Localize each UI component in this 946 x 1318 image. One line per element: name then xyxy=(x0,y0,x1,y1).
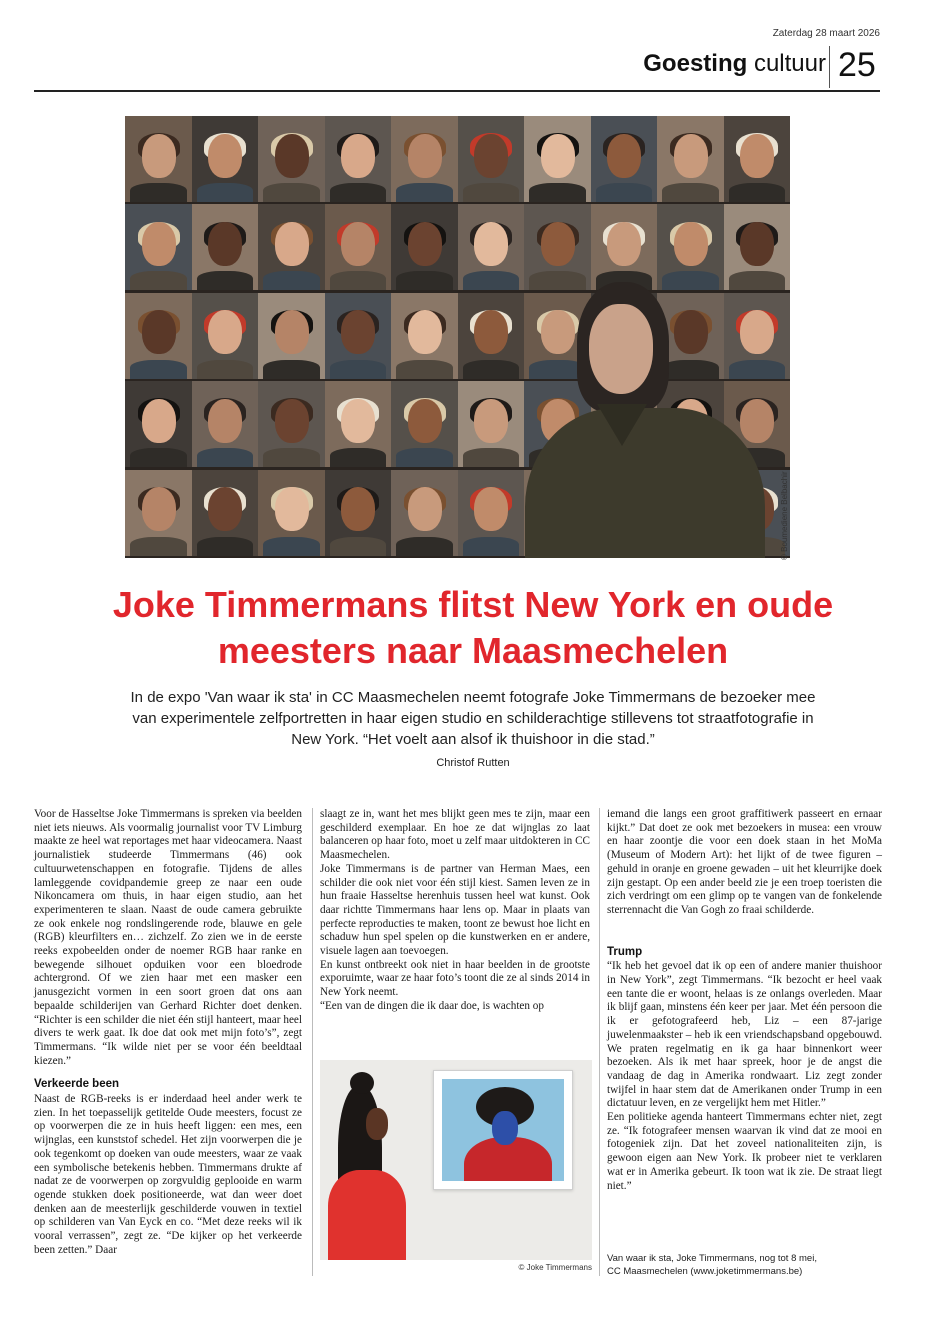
portrait-tile xyxy=(258,204,325,290)
subheading: Trump xyxy=(607,945,643,958)
page-number: 25 xyxy=(838,46,876,84)
section-name: cultuur xyxy=(753,50,826,77)
portrait-tile xyxy=(724,293,791,379)
paragraph: Voor de Hasseltse Joke Timmermans is spreken via beelden niet iets nieuws. Als voormalig journalist voor TV Limburg maakte ze heel wat reportages met haar videocamera. Naast journalistiek studeerde Timmermans (46) ook cultuurwetenschappen en fotografie. Tijdens de alles lamleggende covidpandemie greep ze naar een oude Nikoncamera om thuis, in haar eigen studio, aan het experimenteren te slaan. Naast de oude camera gebruikte ze ook enkele nog rondslingerende rode, blauwe en gele (RGB) kleurfilters en… zichzelf. Zo zien we in de eerste reeks expobeelden onder de noemer RGB haar ranke en bewegende silhouet opduiken voor een bloedrode achtergrond. Of we zien haar met een masker een janusgezicht vormen in een soort groen dat ons aan bepaalde schilderijen van Gerhard Richter doet denken. “Richter is een schilder die niet één stijl hanteert, maar heel divers te werk gaat. Ik doe dat ook met mijn foto’s”, zegt Timmermans. “Ik wilde niet per se voor één beeldtaal kiezen.” xyxy=(34,808,302,1067)
exhibition-info-line: CC Maasmechelen (www.joketimmermans.be) xyxy=(607,1266,803,1277)
painting-frame xyxy=(433,1070,573,1190)
museum-photo xyxy=(320,1060,592,1260)
portrait-tile xyxy=(591,204,658,290)
main-photo xyxy=(125,116,790,558)
portrait-tile xyxy=(458,204,525,290)
visitor-red-top xyxy=(328,1170,406,1260)
portrait-tile xyxy=(458,116,525,202)
museum-photo-credit: © Joke Timmermans xyxy=(518,1263,592,1272)
column-rule xyxy=(599,808,600,1276)
portrait-tile xyxy=(325,116,392,202)
paragraph: Naast de RGB-reeks is er inderdaad heel ander werk te zien. In het toepasselijk getitelde Oude meesters, focust ze op voorwerpen die ze in huis heeft liggen: een mes, een wijnglas, een kunststof schedel. Het zijn voorwerpen die je ook tegenkomt op doeken van oude meesters, waar ze vaak een symbolische betekenis hebben. Timmermans drukte af nadat ze de voorwerpen op zorgvuldig geplooide en warm ogende stukken doek positioneerde, wat dan weer doet denken aan de meesterlijk geschilderde vouwen in textiel op schilderen van Van Eyck en co. “Met deze reeks wil ik vooral verrassen”, zegt ze. “De kijker op het verkeerde been zetten.” Daar xyxy=(34,1093,302,1256)
portrait-tile xyxy=(391,293,458,379)
portrait-tile xyxy=(391,381,458,467)
portrait-tile xyxy=(192,381,259,467)
portrait-tile xyxy=(125,470,192,556)
visitor-face xyxy=(366,1108,388,1140)
subheading: Verkeerde been xyxy=(34,1078,120,1091)
article-column-2 xyxy=(320,808,590,1014)
exhibition-info xyxy=(607,1252,882,1278)
header-divider xyxy=(829,46,830,88)
column-rule xyxy=(312,808,313,1276)
portrait-tile xyxy=(125,116,192,202)
portrait-tile xyxy=(391,204,458,290)
paragraph: Joke Timmermans is de partner van Herman Maes, een schilder die ook niet voor één stijl kiest. Samen leven ze in hun fraaie Hasseltse herenhuis tussen heel wat kunst. Ook daar richtte Timmermans haar lens op. Maar in plaats van perfecte reproducties te maken, toont ze bewust hoe licht en schaduw hun spel spelen op die kunstwerken en er andere, visuele lagen aan toevoegen. xyxy=(320,862,590,958)
portrait-tile xyxy=(192,204,259,290)
portrait-tile xyxy=(391,470,458,556)
portrait-tile xyxy=(192,116,259,202)
section-title xyxy=(643,50,826,78)
portrait-tile xyxy=(325,293,392,379)
portrait-tile xyxy=(258,381,325,467)
paragraph: En kunst ontbreekt ook niet in haar beelden in de grootste exporuimte, waar ze haar foto’s toont die ze al sinds 2014 in New York neemt. xyxy=(320,958,590,999)
paragraph: “Ik heb het gevoel dat ik op een of andere manier thuishoor in New York”, zegt Timmermans. “Ik bezocht er heel vaak een tante die er woont, helaas is ze onlangs overleden. Maar ik blijf gaan, minstens één keer per jaar. Met één persoon die ik er gefotografeerd heb, Liz – een 87-jarige juwelenmaakster – heb ik een vriendschapsband opgebouwd. We praten regelmatig en ik ga haar binnenkort weer bezoeken. Als ik met haar spreek, hoor je de angst die vandaag de dag in Amerika rondwaart. Liz zegt zonder twijfel in haar stem dat de Amerikanen onder Trump in een dictatuur leven, en ze vergelijkt hem met Hitler.” xyxy=(607,960,882,1110)
section-brand: Goesting xyxy=(643,50,748,77)
portrait-tile xyxy=(125,293,192,379)
portrait-tile xyxy=(325,470,392,556)
article-byline: Christof Rutten xyxy=(436,757,510,769)
main-photo-credit: © Boumediene Belbachir xyxy=(780,471,789,560)
portrait-tile xyxy=(724,116,791,202)
portrait-tile xyxy=(192,293,259,379)
portrait-tile xyxy=(258,116,325,202)
portrait-tile xyxy=(657,204,724,290)
photographer-face xyxy=(589,304,653,394)
article-headline: Joke Timmermans flitst New York en oude meesters naar Maasmechelen xyxy=(112,584,834,671)
paragraph: slaagt ze in, want het mes blijkt geen mes te zijn, maar een geschilderd exemplaar. En hoe ze dat wijnglas zo laat balanceren op haar foto, moet u zelf maar uitdokteren in CC Maasmechelen. xyxy=(320,808,590,862)
painting xyxy=(442,1079,564,1181)
portrait-tile xyxy=(591,116,658,202)
portrait-tile xyxy=(258,470,325,556)
painting-figure-face xyxy=(492,1111,518,1145)
portrait-tile xyxy=(524,204,591,290)
issue-date: Zaterdag 28 maart 2026 xyxy=(772,28,880,39)
exhibition-info-line: Van waar ik sta, Joke Timmermans, nog tot 8 mei, xyxy=(607,1253,817,1264)
portrait-tile xyxy=(125,381,192,467)
paragraph: Een politieke agenda hanteert Timmermans echter niet, zegt ze. “Ik fotografeer mensen waarvan ik vind dat ze mooi en fotogeniek zijn. Dat het zoveel nationaliteiten zijn, is gewoon eigen aan New York. Ik probeer niet te verklaren wat er in Amerika gebeurt. Ik toon wat ik zie. De straat liegt niet.” xyxy=(607,1111,882,1192)
visitor-bun xyxy=(350,1072,374,1094)
article-column-1 xyxy=(34,808,302,1258)
paragraph: “Een van de dingen die ik daar doe, is wachten op xyxy=(320,999,544,1012)
portrait-tile xyxy=(325,204,392,290)
article-intro: In de expo 'Van waar ik sta' in CC Maasmechelen neemt fotografe Joke Timmermans de bezoeker mee van experimentele zelfportretten in haar eigen studio en schilderachtige stillevens tot straatfotografie in New York. “Het voelt aan alsof ik thuishoor in die stad.” xyxy=(130,689,816,748)
portrait-tile xyxy=(192,470,259,556)
portrait-tile xyxy=(458,293,525,379)
photographer-jacket xyxy=(525,408,765,558)
paragraph: iemand die langs een groot graffitiwerk passeert en ernaar kijkt.” Dat doet ze ook met bezoekers in musea: een vrouw en haar zoontje die voor een doek staan in het MoMa (Museum of Modern Art): het lijkt of de twee figuren – gehuld in oranje en groene gewaden – uit het kleurrijke doek zijn gestapt. Op een ander beeld zie je een troep toeristen die zich verdringt om een glimp op te vangen van de fonkelende sterrennacht die Van Gogh zo fraai schilderde. xyxy=(607,808,882,916)
portrait-tile xyxy=(258,293,325,379)
portrait-tile xyxy=(458,470,525,556)
portrait-tile xyxy=(524,116,591,202)
portrait-tile xyxy=(657,116,724,202)
header-rule xyxy=(34,90,880,92)
portrait-tile xyxy=(724,204,791,290)
portrait-tile xyxy=(325,381,392,467)
portrait-tile xyxy=(125,204,192,290)
portrait-tile xyxy=(391,116,458,202)
article-column-3 xyxy=(607,808,882,1193)
portrait-tile xyxy=(458,381,525,467)
